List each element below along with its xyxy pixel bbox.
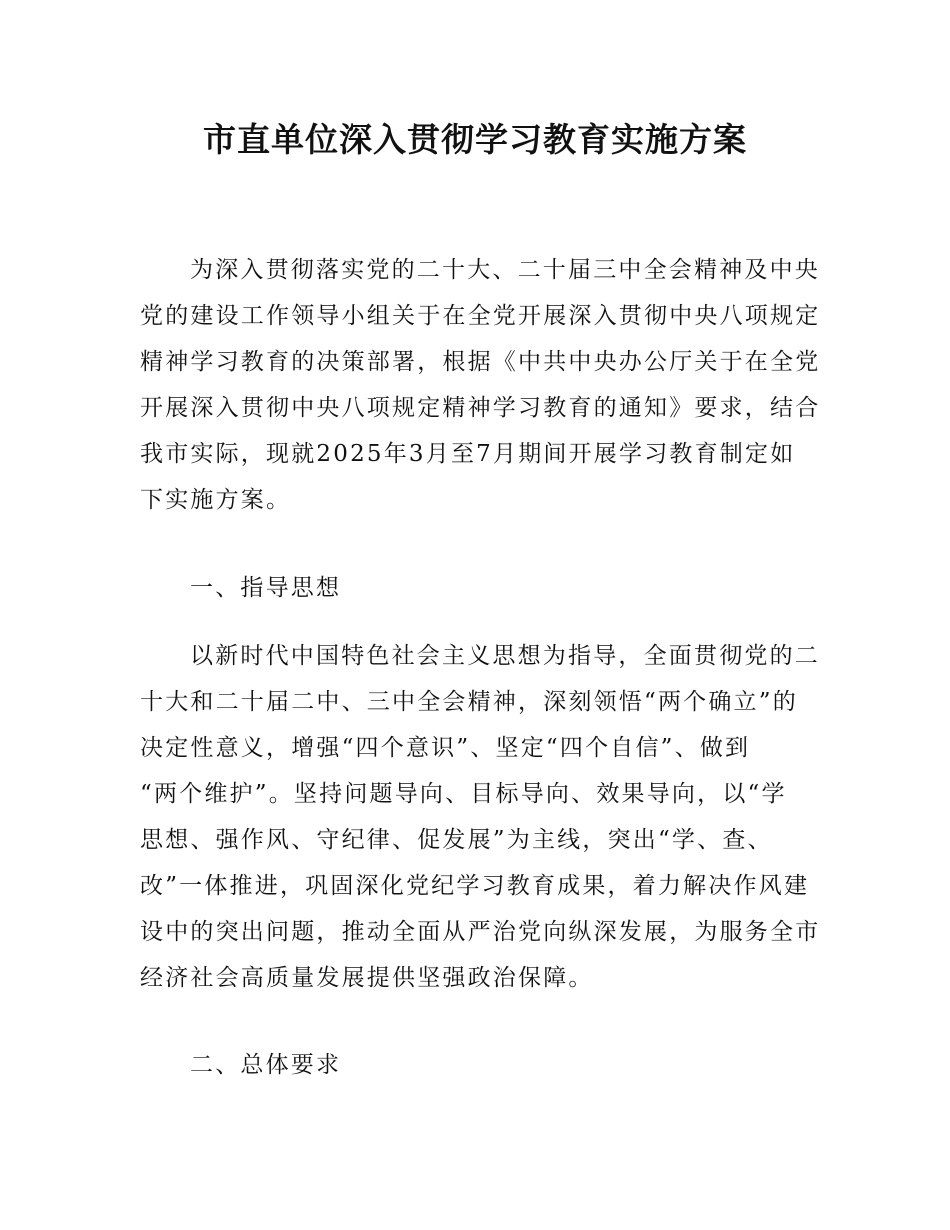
paragraph-line: 改”一体推进，巩固深化党纪学习教育成果，着力解决作风建: [140, 873, 810, 899]
paragraph-line: 党的建设工作领导小组关于在全党开展深入贯彻中央八项规定: [140, 303, 821, 329]
paragraph-line: “两个维护”。坚持问题导向、目标导向、效果导向，以“学: [140, 781, 787, 807]
paragraph-line: 开展深入贯彻中央八项规定精神学习教育的通知》要求，结合: [140, 395, 821, 421]
paragraph-line: 精神学习教育的决策部署，根据《中共中央办公厅关于在全党: [140, 349, 821, 375]
guiding-ideology-paragraph: [140, 633, 821, 1001]
paragraph-line: 以新时代中国特色社会主义思想为指导，全面贯彻党的二: [190, 643, 820, 669]
paragraph-line: 下实施方案。: [140, 487, 292, 513]
document-title: 市直单位深入贯彻学习教育实施方案: [203, 120, 747, 159]
paragraph-line: 设中的突出问题，推动全面从严治党向纵深发展，为服务全市: [140, 919, 821, 945]
paragraph-line: 决定性意义，增强“四个意识”、坚定“四个自信”、做到: [140, 735, 751, 761]
paragraph-line: 为深入贯彻落实党的二十大、二十届三中全会精神及中央: [190, 257, 820, 283]
paragraph-line: 思想、强作风、守纪律、促发展”为主线，突出“学、查、: [140, 827, 773, 853]
section-heading-guiding-ideology: 一、指导思想: [190, 575, 342, 601]
paragraph-line: 我市实际，现就2025年3月至7月期间开展学习教育制定如: [140, 441, 796, 467]
section-heading-general-requirements: 二、总体要求: [190, 1052, 342, 1078]
paragraph-line: 十大和二十届二中、三中全会精神，深刻领悟“两个确立”的: [140, 689, 798, 715]
paragraph-line: 经济社会高质量发展提供坚强政治保障。: [140, 965, 594, 991]
intro-paragraph: [140, 247, 821, 523]
